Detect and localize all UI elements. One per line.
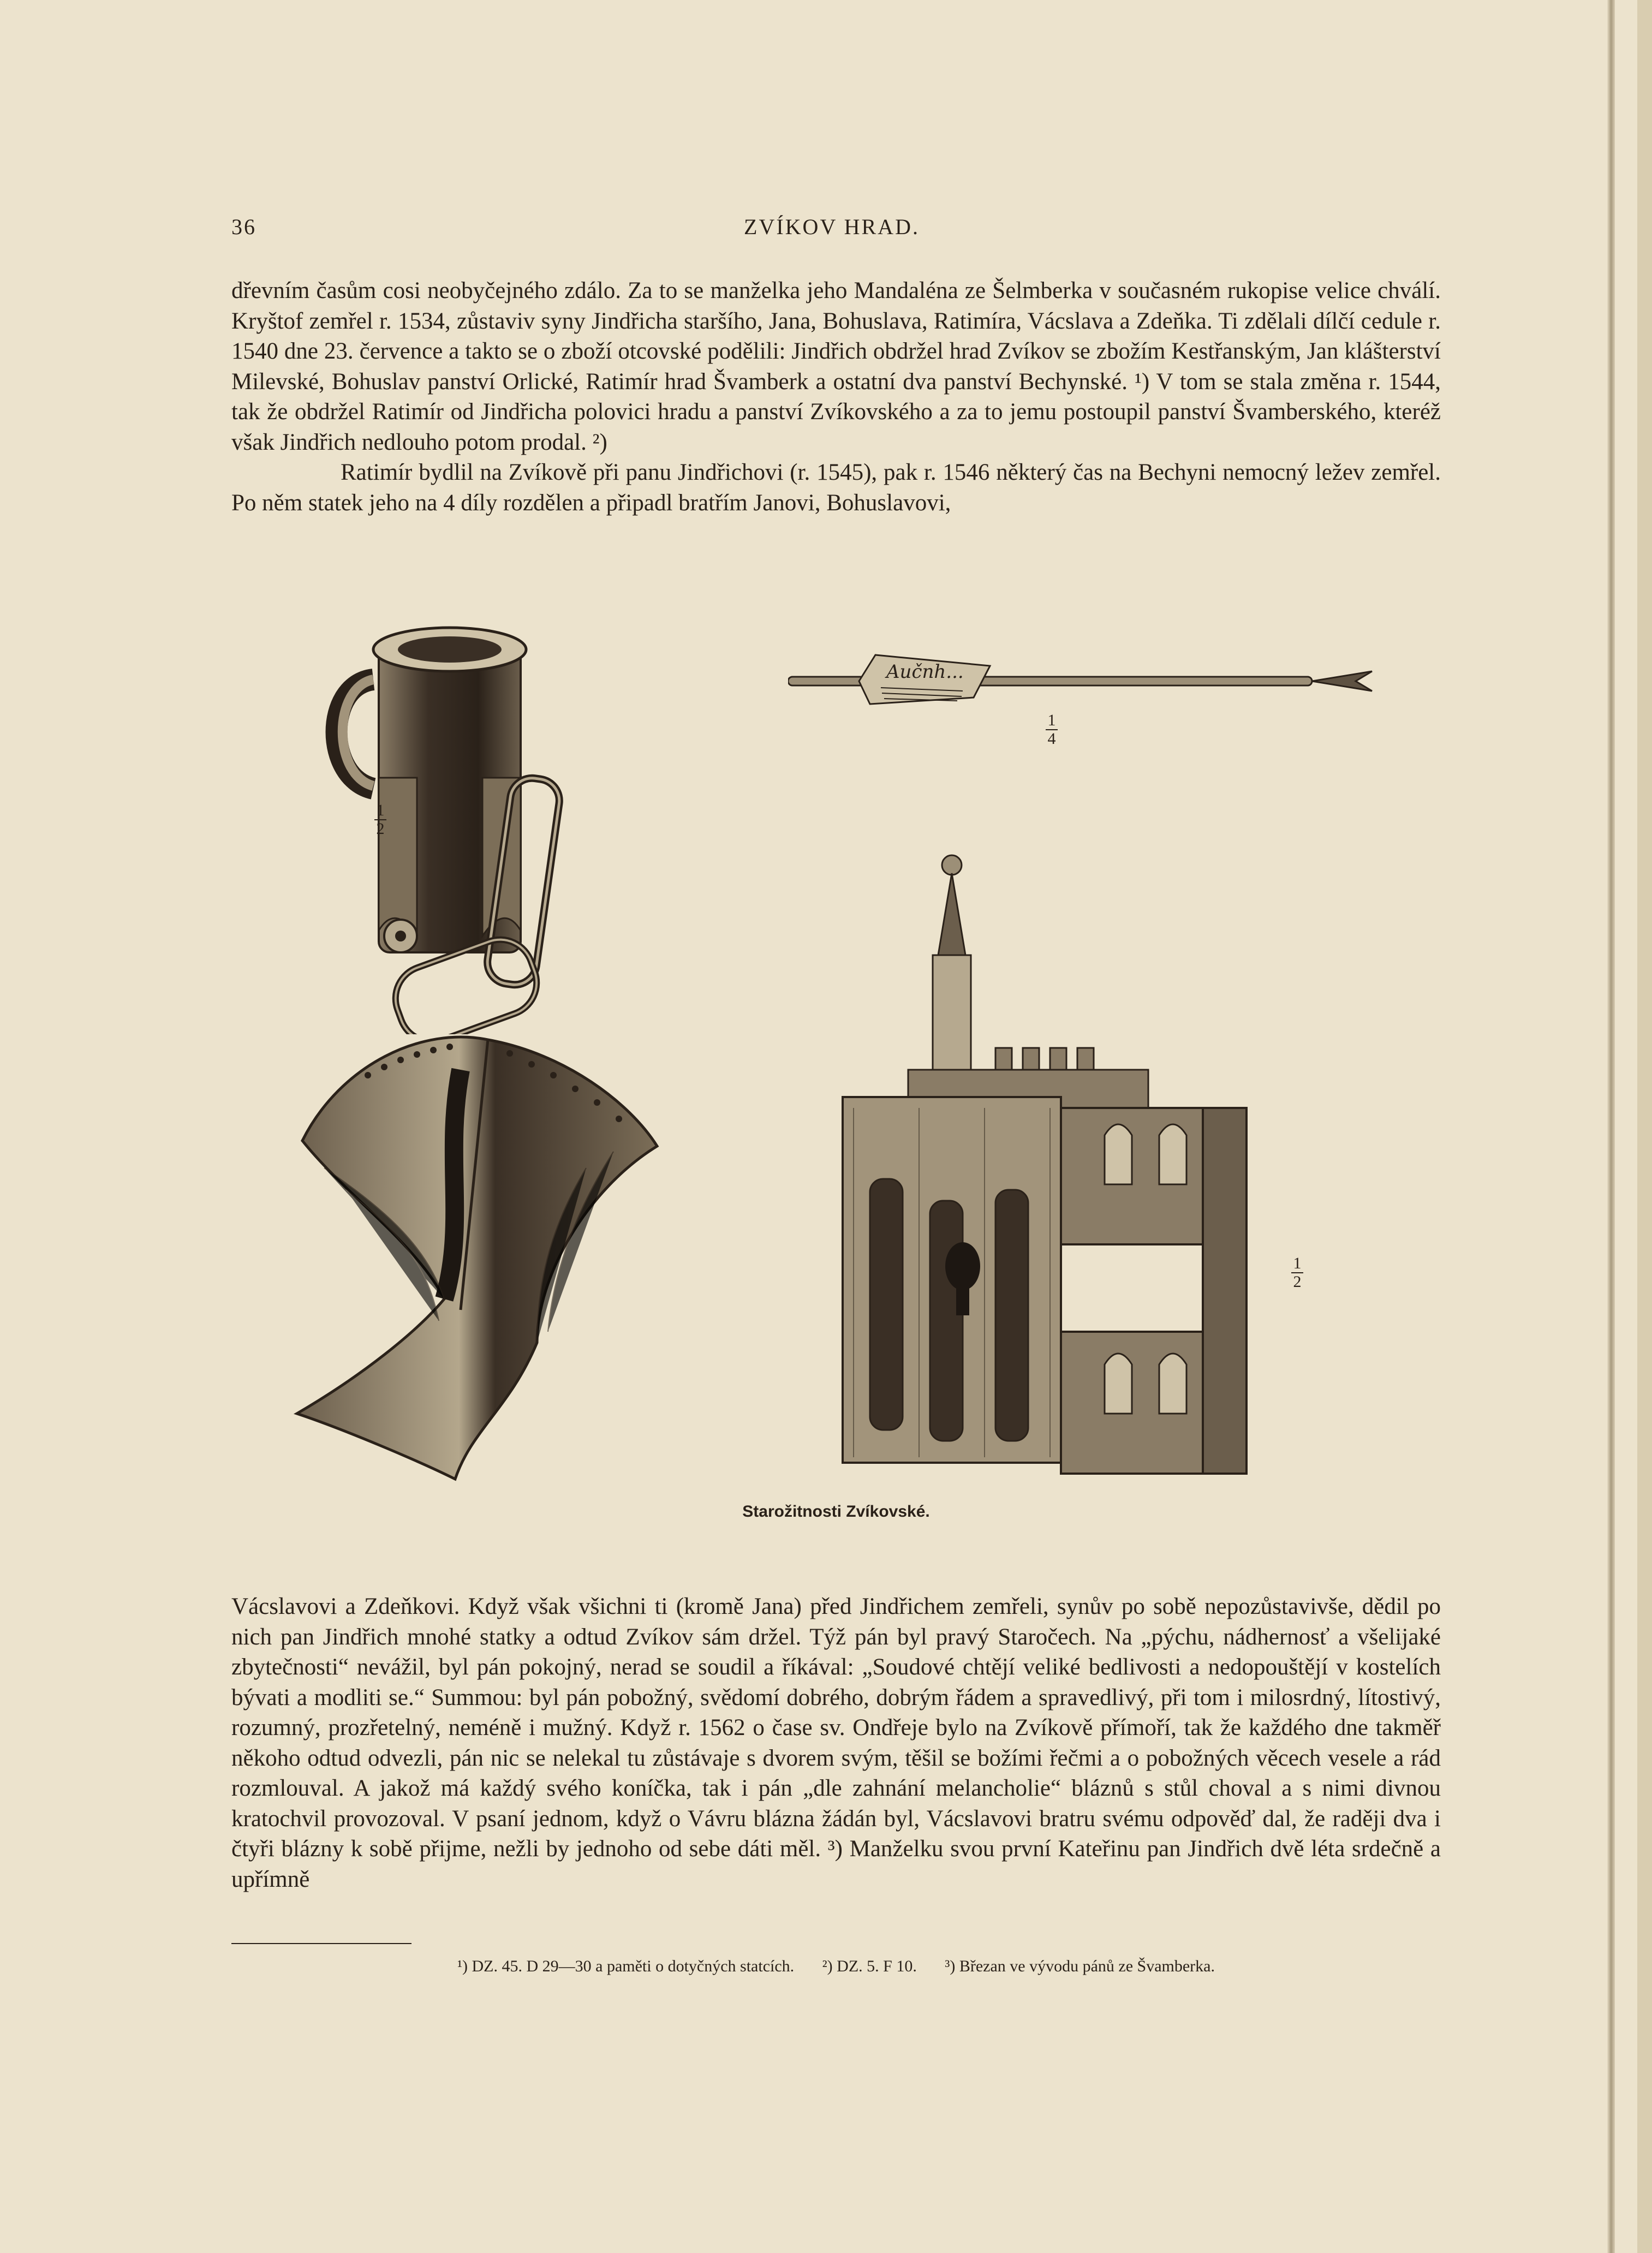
- tankard-illustration: [313, 598, 575, 1034]
- paragraph: Ratimír bydlil na Zvíkově při panu Jindřichovi (r. 1545), pak r. 1546 některý čas na Bechyni nemocný ležev zemřel. Po něm statek jeho na 4 díly rozdělen a připadl bratřím Janovi, Bohuslavovi,: [231, 460, 1441, 516]
- paragraph: Vácslavovi a Zdeňkovi. Když však všichni ti (kromě Jana) před Jindřichem zemřeli, synův po sobě nepozůstavivše, dědil po nich pan Jindřich mnohé statky a odtud Zvíkov sám držel. Týž pán byl pravý Staročech. Na „pýchu, nádhernosť a všelijaké zbytečnosti“ nevážil, byl pán pokojný, nerad se soudil a říkával: „Soudové chtějí veliké bedlivosti a nedopouštějí v kostelích bývati a modliti se.“ Summou: byl pán pobožný, svědomí dobrého, dobrým řádem a spravedlivý, při tom i milosrdný, lítostivý, rozumný, prozřetelný, neméně i mužný. Když r. 1562 o čase sv. Ondřeje bylo na Zvíkově přímoří, tak že každého dne takměř někoho odtud odvezli, pán nic se nelekal tu zůstávaje s dvorem svým, těšil se božími řečmi a o pobožných věcech vesele a rád rozmlouval. A jakož má každý svého koníčka, tak i pán „dle zahnání melancholie“ bláznů s stůl choval a s nimi divnou kratochvil provozoval. V psaní jednom, když o Vávru blázna žádán byl, Vácslavovi bratru svému odpověď dal, že raději dva i čtyři blázny k sobě přijme, nežli by jednoho od sebe dáti měl. ³) Manželku svou první Kateřinu pan Jindřich dvě léta srdečně a upřímně: [231, 1594, 1441, 1892]
- scale-label-lock: 1 2: [1291, 1255, 1303, 1290]
- book-binding-edge: [1637, 0, 1652, 2253]
- antiquities-plate: [231, 568, 1441, 1545]
- helmet-illustration: [281, 1015, 695, 1485]
- arrow-inscription: Aučnh...: [886, 661, 964, 683]
- footnote-divider: [231, 1943, 411, 1944]
- scale-label-arrow: 1 4: [1046, 712, 1058, 747]
- figure-caption: Starožitnosti Zvíkovské.: [742, 1503, 930, 1521]
- castle-lock-illustration: [821, 851, 1268, 1495]
- footnote: ¹) DZ. 45. D 29—30 a paměti o dotyčných statcích.: [457, 1957, 795, 1975]
- arrow-illustration: [788, 649, 1383, 710]
- body-text-top: [231, 276, 1441, 518]
- footnote: ³) Březan ve vývodu pánů ze Švamberka.: [945, 1957, 1215, 1975]
- scale-label-tankard: 1 2: [374, 802, 386, 837]
- footnotes: [231, 1956, 1441, 1977]
- paragraph: dřevním časům cosi neobyčejného zdálo. Za to se manželka jeho Mandaléna ze Šelmberka v současném rukopise velice chválí. Kryštof zemřel r. 1534, zůstaviv syny Jindřicha staršího, Jana, Bohuslava, Ratimíra, Vácslava a Zdeňka. Ti zdělali dílčí cedule r. 1540 dne 23. července a takto se o zboží otcovské podělili: Jindřich obdržel hrad Zvíkov se zbožím Kestřanským, Jan klášterství Milevské, Bohuslav panství Orlické, Ratimír hrad Švamberk a ostatní dva panství Bechynské. ¹) V tom se stala změna r. 1544, tak že obdržel Ratimír od Jindřicha polovici hradu a panství Zvíkovského a za to jemu postoupil panství Švamberského, kteréž však Jindřich nedlouho potom prodal. ²): [231, 278, 1441, 455]
- body-text-bottom: [231, 1592, 1441, 1894]
- page-fold: [1607, 0, 1615, 2253]
- page-header: [231, 214, 1432, 252]
- footnote: ²) DZ. 5. F 10.: [822, 1957, 917, 1975]
- running-title: ZVÍKOV HRAD.: [744, 214, 920, 239]
- page-number: 36: [231, 214, 257, 239]
